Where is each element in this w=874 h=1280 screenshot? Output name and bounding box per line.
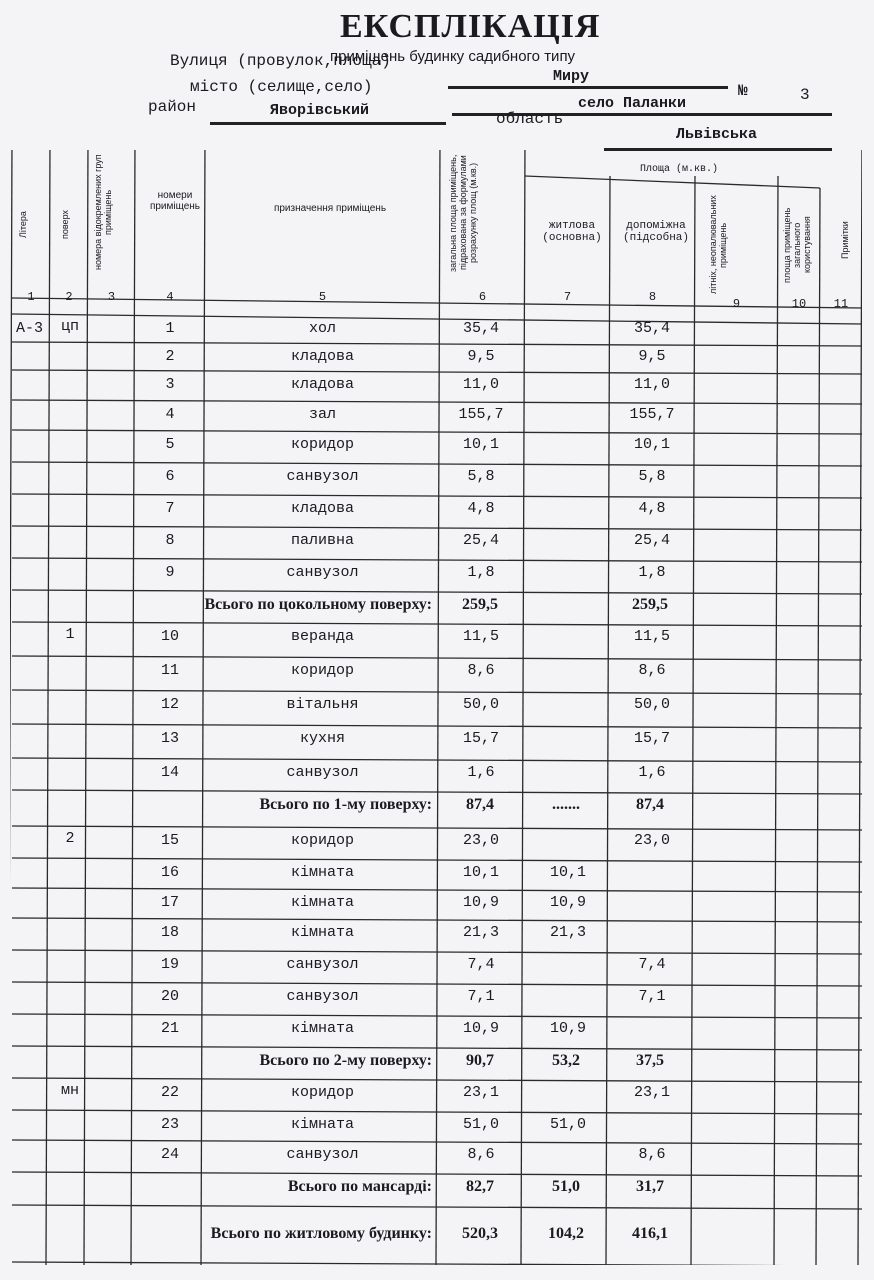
row-total-area: 9,5 [467,348,495,365]
row-total-area: 23,1 [462,1084,499,1101]
district-label: район [148,98,197,116]
row-room-number: 6 [165,468,175,485]
floor-total-area: 520,3 [462,1225,498,1242]
row-line [12,690,862,694]
row-room-number: 13 [160,730,179,747]
floor-total-area: 87,4 [466,796,494,813]
row-total-area: 1,6 [467,764,495,781]
row-line [12,724,862,728]
row-room-number: 9 [165,564,175,581]
column-number: 2 [65,290,73,304]
row-room-number: 16 [160,864,179,881]
row-line [12,494,862,498]
column-line [691,176,695,1265]
row-auxiliary-area: 15,7 [633,730,670,747]
area-group-divider [525,176,820,188]
row-total-area: 11,5 [462,628,499,645]
row-auxiliary-area: 8,6 [638,662,666,679]
row-total-area: 1,8 [467,564,495,581]
row-room-purpose: хол [308,320,336,337]
row-total-area: 10,1 [462,436,499,453]
row-room-purpose: кладова [290,500,354,517]
row-total-area: 10,9 [462,1020,499,1037]
document-subtitle: приміщень будинку садибного типу [330,48,576,65]
row-auxiliary-area: 35,4 [633,320,670,337]
row-room-number: 21 [160,1020,179,1037]
floor-total-living: 51,0 [552,1178,580,1195]
district-value: Яворівський [270,102,370,119]
row-room-number: 17 [160,894,179,911]
row-total-area: 8,6 [467,1146,495,1163]
row-room-number: 22 [160,1084,179,1101]
column-line [858,150,862,1265]
row-room-number: 8 [165,532,175,549]
floor-total-area: 90,7 [466,1052,494,1069]
header-common: площа приміщень загального користування [782,207,812,283]
row-living-area: 10,9 [549,1020,586,1037]
row-total-area: 10,1 [462,864,499,881]
column-line [10,150,12,1265]
row-room-number: 18 [160,924,179,941]
row-floor: 1 [65,626,75,643]
column-line [46,150,50,1265]
row-auxiliary-area: 5,8 [638,468,666,485]
row-room-purpose: кімната [290,864,354,881]
row-living-area: 51,0 [549,1116,586,1133]
row-total-area: 7,1 [467,988,495,1005]
row-auxiliary-area: 11,0 [633,376,670,393]
column-number: 6 [478,290,487,304]
row-room-purpose: зал [308,406,336,423]
floor-total-label: Всього по мансарді: [287,1178,432,1195]
row-line [12,462,862,466]
row-total-area: 25,4 [462,532,499,549]
header-summer: літніх, неопалювальних приміщень [708,195,728,295]
column-number: 4 [166,290,174,304]
row-line [12,1172,862,1176]
column-number: 5 [318,290,327,304]
row-total-area: 35,4 [462,320,499,337]
row-line [12,430,862,434]
row-auxiliary-area: 23,0 [633,832,670,849]
row-line [12,790,862,794]
row-room-purpose: санвузол [286,564,359,581]
row-floor: цп [60,318,79,335]
row-auxiliary-area: 23,1 [633,1084,670,1101]
column-line [521,150,525,1265]
row-auxiliary-area: 155,7 [629,406,675,423]
number-value: 3 [800,86,810,104]
street-label: Вулиця (провулок,площа) [170,52,391,70]
row-total-area: 50,0 [462,696,499,713]
floor-total-living: ....... [552,796,580,813]
row-room-purpose: санвузол [286,988,359,1005]
header-area-group: Площа (м.кв.) [639,164,718,175]
row-auxiliary-area: 1,8 [638,564,666,581]
row-room-number: 19 [160,956,179,973]
document-title: ЕКСПЛІКАЦІЯ [340,8,601,45]
floor-total-area: 259,5 [462,596,498,613]
row-total-area: 11,0 [462,376,499,393]
row-line [12,1262,862,1265]
row-line [12,1205,862,1209]
row-room-number: 5 [165,436,175,453]
header-notes: Примітки [840,221,850,259]
row-room-purpose: веранда [290,628,354,645]
number-label: № [738,82,748,100]
floor-total-auxiliary: 31,7 [636,1178,664,1195]
column-line [201,150,205,1265]
column-line [816,188,820,1265]
column-line [436,150,440,1265]
row-auxiliary-area: 50,0 [633,696,670,713]
row-room-purpose: санвузол [286,764,359,781]
header-room-numbers: номери приміщень [149,190,201,212]
row-total-area: 21,3 [462,924,499,941]
header-litera: Літера [18,211,28,239]
row-room-number: 7 [165,500,175,517]
row-total-area: 5,8 [467,468,495,485]
row-line [12,590,862,594]
row-room-purpose: кухня [299,730,345,747]
street-value: Миру [553,68,590,85]
floor-total-auxiliary: 37,5 [636,1052,664,1069]
row-total-area: 4,8 [467,500,495,517]
column-number: 8 [648,290,657,304]
row-living-area: 10,9 [549,894,586,911]
row-room-purpose: кімната [290,1020,354,1037]
row-room-purpose: кладова [290,376,354,393]
floor-total-label: Всього по житловому будинку: [210,1225,432,1242]
floor-total-auxiliary: 416,1 [632,1225,668,1242]
row-room-purpose: коридор [290,832,354,849]
row-room-number: 3 [165,376,175,393]
row-floor: 2 [65,830,75,847]
row-auxiliary-area: 7,1 [638,988,666,1005]
row-room-purpose: санвузол [286,956,359,973]
column-number: 9 [732,297,741,311]
row-room-purpose: коридор [290,436,354,453]
floor-total-living: 104,2 [548,1225,584,1242]
row-total-area: 51,0 [462,1116,499,1133]
row-living-area: 21,3 [549,924,586,941]
column-number: 11 [833,297,849,311]
row-line [12,558,862,562]
row-auxiliary-area: 25,4 [633,532,670,549]
column-number: 10 [791,297,807,311]
row-total-area: 10,9 [462,894,499,911]
column-line [131,150,135,1265]
row-auxiliary-area: 10,1 [633,436,670,453]
row-room-number: 14 [160,764,179,781]
row-auxiliary-area: 9,5 [638,348,666,365]
region-value: Львівська [676,126,758,143]
row-room-purpose: коридор [290,662,354,679]
row-litera: А-3 [16,320,44,337]
row-room-number: 4 [165,406,175,423]
header-total-area: загальна площа приміщень, підрахована за формулами розрахунку площ (м.кв.) [448,154,478,272]
row-auxiliary-area: 1,6 [638,764,666,781]
row-line [12,758,862,762]
row-line [12,370,862,374]
floor-total-living: 53,2 [552,1052,580,1069]
floor-total-label: Всього по 1-му поверху: [259,796,432,813]
floor-total-auxiliary: 87,4 [636,796,664,813]
row-living-area: 10,1 [549,864,586,881]
city-value: село Паланки [578,95,687,112]
row-total-area: 155,7 [458,406,504,423]
region-label: область [496,110,564,128]
row-line [12,342,862,346]
row-room-purpose: санвузол [286,468,359,485]
column-number: 7 [563,290,572,304]
row-room-number: 1 [165,320,175,337]
column-line [606,176,610,1265]
row-line [12,622,862,626]
row-room-number: 20 [160,988,179,1005]
row-auxiliary-area: 7,4 [638,956,666,973]
column-number: 1 [27,290,35,304]
row-floor: мн [60,1082,79,1099]
explication-table [10,150,862,1265]
column-number: 3 [107,290,116,304]
row-room-number: 23 [160,1116,179,1133]
row-room-number: 24 [160,1146,179,1163]
row-auxiliary-area: 11,5 [633,628,670,645]
row-auxiliary-area: 4,8 [638,500,666,517]
floor-total-area: 82,7 [466,1178,494,1195]
row-room-purpose: кімната [290,894,354,911]
row-room-number: 10 [160,628,179,645]
header-floor: поверх [60,210,70,240]
column-line [774,176,778,1265]
header-living: житлова (основна) [542,220,602,244]
district-underline [210,122,446,125]
floor-total-auxiliary: 259,5 [632,596,668,613]
header-purpose: призначення приміщень [273,203,387,214]
row-total-area: 15,7 [462,730,499,747]
row-room-number: 11 [160,662,179,679]
row-room-number: 2 [165,348,175,365]
row-room-purpose: коридор [290,1084,354,1101]
row-room-number: 12 [160,696,179,713]
row-room-purpose: кімната [290,924,354,941]
row-room-number: 15 [160,832,179,849]
row-room-purpose: кімната [290,1116,354,1133]
row-line [12,400,862,404]
floor-total-label: Всього по цокольному поверху: [204,596,432,613]
row-room-purpose: вітальня [286,696,359,713]
row-auxiliary-area: 8,6 [638,1146,666,1163]
street-underline [448,86,728,89]
header-groups: номера відокремлених груп приміщень [93,154,113,271]
row-room-purpose: кладова [290,348,354,365]
row-room-purpose: паливна [290,532,354,549]
row-total-area: 7,4 [467,956,495,973]
row-total-area: 23,0 [462,832,499,849]
row-line [12,656,862,660]
row-total-area: 8,6 [467,662,495,679]
city-label: місто (селище,село) [190,78,373,96]
floor-total-label: Всього по 2-му поверху: [259,1052,432,1069]
row-room-purpose: санвузол [286,1146,359,1163]
header-auxiliary: допоміжна (підсобна) [622,220,689,244]
row-line [12,526,862,530]
